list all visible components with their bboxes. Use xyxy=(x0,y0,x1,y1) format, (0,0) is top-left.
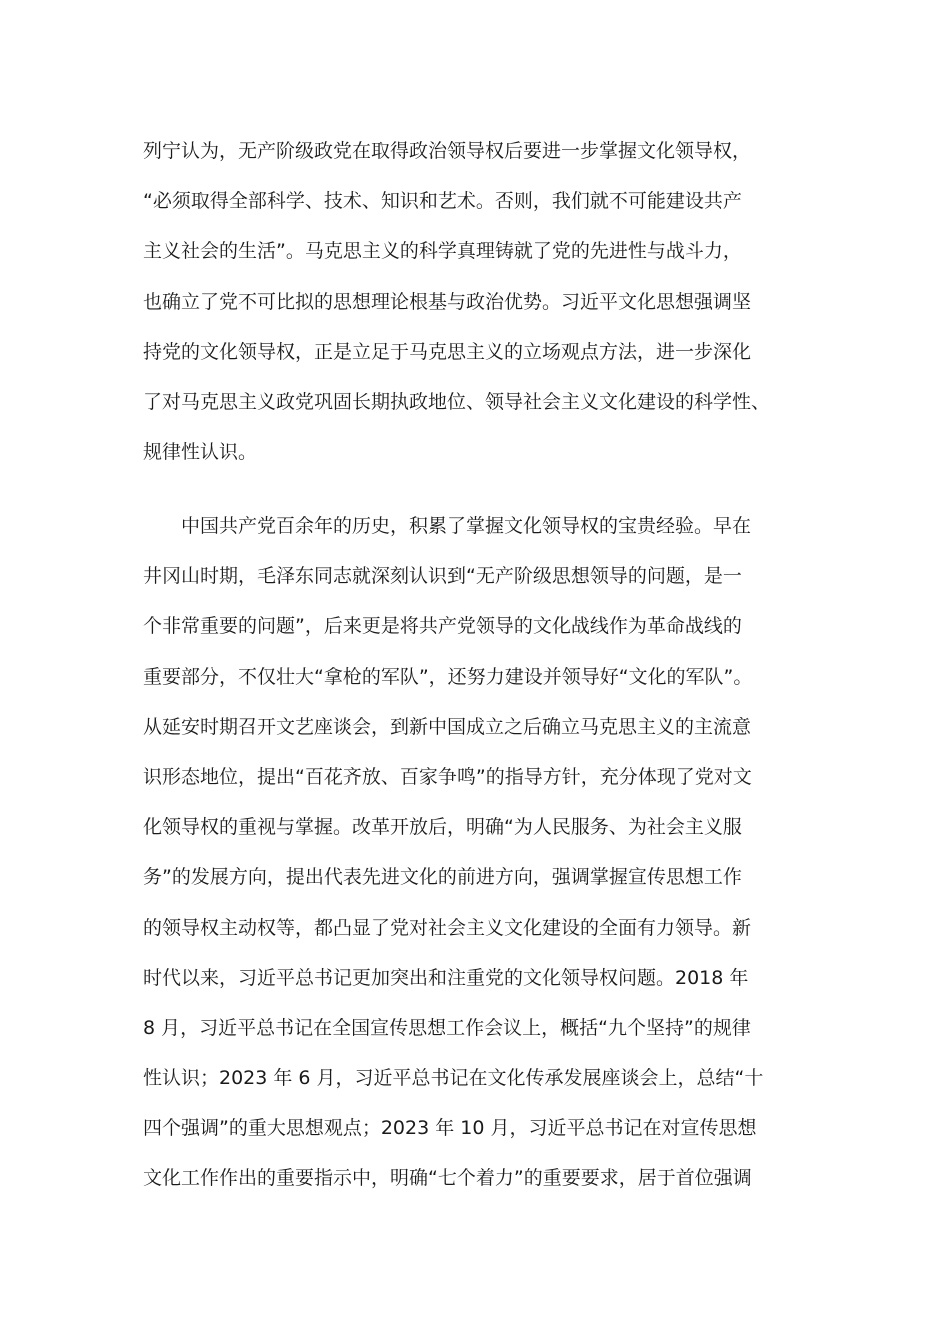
text-line: 持党的文化领导权，正是立足于马克思主义的立场观点方法，进一步深化 xyxy=(143,340,752,363)
text-line: 的领导权主动权等，都凸显了党对社会主义文化建设的全面有力领导。新 xyxy=(143,916,752,939)
text-line: 也确立了党不可比拟的思想理论根基与政治优势。习近平文化思想强调坚 xyxy=(143,290,752,313)
text-line: 中国共产党百余年的历史，积累了掌握文化领导权的宝贵经验。早在 xyxy=(143,515,752,537)
text-line: 四个强调”的重大思想观点；2023 年 10 月，习近平总书记在对宣传思想 xyxy=(143,1117,757,1140)
paragraph-1 xyxy=(143,126,833,477)
text-line: 化领导权的重视与掌握。改革开放后，明确“为人民服务、为社会主义服 xyxy=(143,816,742,839)
text-line: 列宁认为，无产阶级政党在取得政治领导权后要进一步掌握文化领导权， xyxy=(143,140,752,162)
text-line: 规律性认识。 xyxy=(143,441,258,464)
text-line: 8 月，习近平总书记在全国宣传思想工作会议上，概括“九个坚持”的规律 xyxy=(143,1016,751,1039)
text-line: 个非常重要的问题”，后来更是将共产党领导的文化战线作为革命战线的 xyxy=(143,615,742,638)
text-line: 主义社会的生活”。马克思主义的科学真理铸就了党的先进性与战斗力， xyxy=(143,240,742,263)
text-line: 文化工作作出的重要指示中，明确“七个着力”的重要要求，居于首位强调 xyxy=(143,1167,752,1190)
text-line: 性认识；2023 年 6 月，习近平总书记在文化传承发展座谈会上，总结“十 xyxy=(143,1067,764,1090)
text-line: 了对马克思主义政党巩固长期执政地位、领导社会主义文化建设的科学性、 xyxy=(143,390,771,413)
text-line: 重要部分，不仅壮大“拿枪的军队”，还努力建设并领导好“文化的军队”。 xyxy=(143,665,753,688)
text-line: 时代以来，习近平总书记更加突出和注重党的文化领导权问题。2018 年 xyxy=(143,966,749,989)
text-line: 务”的发展方向，提出代表先进文化的前进方向，强调掌握宣传思想工作 xyxy=(143,866,742,889)
text-line: 井冈山时期，毛泽东同志就深刻认识到“无产阶级思想领导的问题，是一 xyxy=(143,565,742,588)
text-line: “必须取得全部科学、技术、知识和艺术。否则，我们就不可能建设共产 xyxy=(143,190,742,213)
text-line: 识形态地位，提出“百花齐放、百家争鸣”的指导方针，充分体现了党对文 xyxy=(143,765,752,788)
paragraph-2 xyxy=(143,501,833,1204)
text-line: 从延安时期召开文艺座谈会，到新中国成立之后确立马克思主义的主流意 xyxy=(143,715,752,738)
